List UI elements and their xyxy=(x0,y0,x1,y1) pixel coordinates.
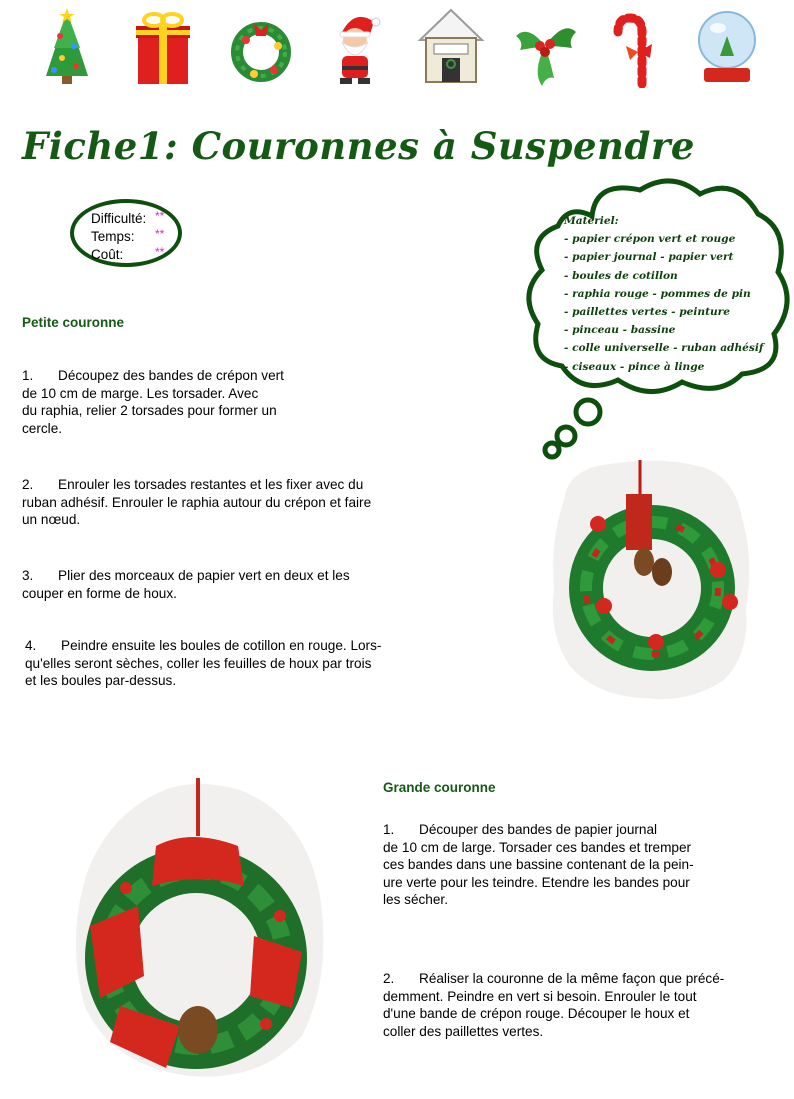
step-line: Découpez des bandes de crépon vert xyxy=(58,368,284,383)
step-number: 2. xyxy=(383,971,395,986)
cost-row xyxy=(91,245,165,263)
materials-line: - colle universelle - ruban adhésif xyxy=(564,342,764,355)
step-line: du raphia, relier 2 torsades pour former un xyxy=(22,403,277,419)
small-wreath-photo xyxy=(548,458,754,704)
snow-globe-icon xyxy=(692,6,762,88)
step-line: Réaliser la couronne de la même façon que précé- xyxy=(419,971,725,986)
step-line: couper en forme de houx. xyxy=(22,585,177,601)
small-step-2 xyxy=(22,476,371,529)
large-step-1 xyxy=(383,821,694,909)
holly-icon xyxy=(510,6,580,88)
materials-line: Matériel: xyxy=(564,215,619,227)
step-number: 3. xyxy=(22,568,34,583)
step-line: demment. Peindre en vert si besoin. Enrouler le tout xyxy=(383,988,697,1004)
step-line: Découper des bandes de papier journal xyxy=(419,822,658,837)
materials-line: - papier crépon vert et rouge xyxy=(564,233,736,246)
step-line: coller des paillettes vertes. xyxy=(383,1023,544,1039)
difficulty-label: Difficulté: xyxy=(91,211,147,226)
snowy-house-icon xyxy=(416,6,486,88)
step-line: Peindre ensuite les boules de cotillon en rouge. Lors- xyxy=(61,638,382,653)
materials-line: - papier journal - papier vert xyxy=(564,251,734,264)
gift-box-icon xyxy=(128,6,198,88)
step-number: 1. xyxy=(383,822,395,837)
step-line: Plier des morceaux de papier vert en deux et les xyxy=(58,568,350,583)
materials-list xyxy=(564,212,774,376)
step-number: 4. xyxy=(25,638,37,653)
time-stars: ** xyxy=(155,227,165,241)
materials-line: - pinceau - bassine xyxy=(564,324,676,337)
materials-line: - boules de cotillon xyxy=(564,269,678,282)
step-line: de 10 cm de large. Torsader ces bandes et tremper xyxy=(383,839,692,855)
santa-icon xyxy=(320,6,390,88)
candy-cane-icon xyxy=(600,6,670,88)
step-line: ruban adhésif. Enrouler le raphia autour du crépon et faire xyxy=(22,494,372,510)
step-line: d'une bande de crépon rouge. Découper le houx et xyxy=(383,1006,690,1022)
cost-label: Coût: xyxy=(91,247,124,262)
materials-line: - raphia rouge - pommes de pin xyxy=(564,287,751,300)
rating-box xyxy=(70,199,182,267)
large-step-2 xyxy=(383,970,724,1040)
difficulty-stars: ** xyxy=(155,209,165,223)
step-line: ces bandes dans une bassine contenant de la pein- xyxy=(383,857,694,873)
small-wreath-heading: Petite couronne xyxy=(22,315,125,330)
cost-stars: ** xyxy=(155,245,165,259)
page-title: Fiche1: Couronnes à Suspendre xyxy=(22,124,695,168)
time-label: Temps: xyxy=(91,229,135,244)
step-line: cercle. xyxy=(22,420,63,436)
small-step-3 xyxy=(22,567,350,602)
step-line: Enrouler les torsades restantes et les fixer avec du xyxy=(58,477,364,492)
christmas-tree-icon xyxy=(32,6,102,88)
large-wreath-heading: Grande couronne xyxy=(383,780,496,795)
step-line: les sécher. xyxy=(383,892,448,908)
step-line: de 10 cm de marge. Les torsader. Avec xyxy=(22,385,259,401)
time-row xyxy=(91,227,165,245)
step-line: qu'elles seront sèches, coller les feuilles de houx par trois xyxy=(25,655,372,671)
small-step-1 xyxy=(22,367,284,437)
large-wreath-photo xyxy=(70,776,330,1082)
step-line: et les boules par-dessus. xyxy=(25,673,177,689)
step-number: 1. xyxy=(22,368,34,383)
step-line: un nœud. xyxy=(22,512,81,528)
difficulty-row xyxy=(91,209,165,227)
wreath-icon xyxy=(226,6,296,88)
small-step-4 xyxy=(25,637,381,690)
step-line: ure verte pour les teindre. Etendre les bandes pour xyxy=(383,874,690,890)
materials-line: - paillettes vertes - peinture xyxy=(564,306,730,319)
step-number: 2. xyxy=(22,477,34,492)
materials-line: - ciseaux - pince à linge xyxy=(564,360,705,373)
